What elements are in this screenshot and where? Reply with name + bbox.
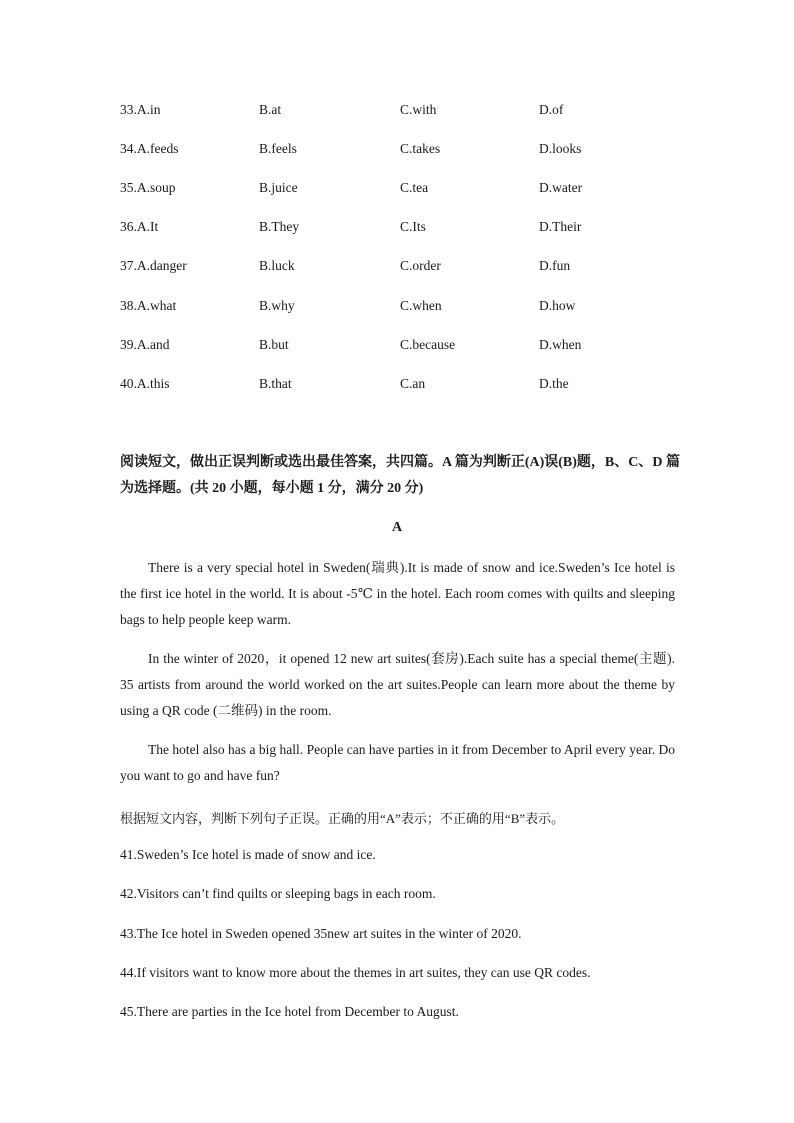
option-d: D.Their (539, 219, 582, 234)
option-a: 40.A.this (120, 376, 170, 391)
option-c: C.with (400, 102, 437, 117)
option-b: B.but (259, 337, 289, 352)
option-row-37 (0, 258, 794, 278)
option-d: D.how (539, 298, 576, 313)
option-d: D.when (539, 337, 582, 352)
option-c: C.an (400, 376, 426, 391)
option-a: 33.A.in (120, 102, 161, 117)
statement-41: 41.Sweden’s Ice hotel is made of snow and ice. (120, 847, 376, 862)
passage-paragraph-1: There is a very special hotel in Sweden(瑞典).It is made of snow and ice.Sweden’s Ice hotel is the first ice hotel in the world. It is about -5℃ in the hotel. Each room comes with quilts and sleeping bags to help people keep warm. (120, 560, 675, 627)
option-b: B.feels (259, 141, 297, 156)
section-title: A (391, 520, 403, 535)
option-b: B.luck (259, 258, 295, 273)
option-row-35 (0, 180, 794, 200)
option-row-40 (0, 376, 794, 396)
option-c: C.Its (400, 219, 426, 234)
statement-42: 42.Visitors can’t find quilts or sleeping bags in each room. (120, 886, 436, 901)
option-c: C.tea (400, 180, 429, 195)
option-b: B.at (259, 102, 282, 117)
option-b: B.juice (259, 180, 298, 195)
option-row-36 (0, 219, 794, 239)
option-row-39 (0, 337, 794, 357)
option-d: D.the (539, 376, 569, 391)
option-c: C.order (400, 258, 441, 273)
option-row-34 (0, 141, 794, 161)
statement-45: 45.There are parties in the Ice hotel from December to August. (120, 1004, 459, 1019)
option-a: 35.A.soup (120, 180, 176, 195)
option-b: B.They (259, 219, 300, 234)
option-b: B.why (259, 298, 295, 313)
option-c: C.when (400, 298, 442, 313)
judge-instruction: 根据短文内容，判断下列句子正误。正确的用“A”表示；不正确的用“B”表示。 (120, 811, 565, 826)
statement-44: 44.If visitors want to know more about the themes in art suites, they can use QR codes. (120, 965, 591, 980)
option-d: D.fun (539, 258, 571, 273)
option-c: C.because (400, 337, 456, 352)
passage-paragraph-3: The hotel also has a big hall. People can have parties in it from December to April every year. Do you want to go and have fun? (120, 742, 675, 783)
option-d: D.looks (539, 141, 582, 156)
option-d: D.of (539, 102, 564, 117)
option-a: 36.A.It (120, 219, 159, 234)
option-b: B.that (259, 376, 292, 391)
option-c: C.takes (400, 141, 441, 156)
passage-paragraph-2: In the winter of 2020，it opened 12 new art suites(套房).Each suite has a special theme(主题). 35 artists from around the world worked on the art suites.People can learn more about the theme by using a QR code (二维码) in the room. (120, 651, 675, 718)
option-d: D.water (539, 180, 583, 195)
option-a: 37.A.danger (120, 258, 187, 273)
option-row-33 (0, 102, 794, 122)
statement-43: 43.The Ice hotel in Sweden opened 35new art suites in the winter of 2020. (120, 926, 522, 941)
option-row-38 (0, 298, 794, 318)
option-a: 38.A.what (120, 298, 177, 313)
option-a: 39.A.and (120, 337, 170, 352)
option-a: 34.A.feeds (120, 141, 179, 156)
reading-instructions: 阅读短文，做出正误判断或选出最佳答案，共四篇。A 篇为判断正(A)误(B)题，B、C、D 篇为选择题。(共 20 小题，每小题 1 分，满分 20 分) (120, 455, 680, 496)
